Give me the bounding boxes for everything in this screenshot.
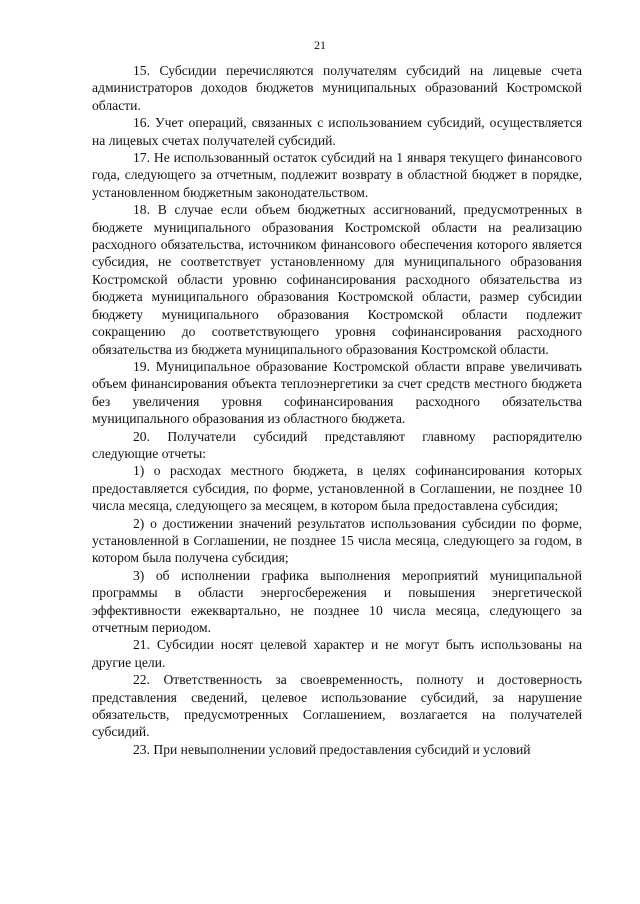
paragraph-20-item-1: 1) о расходах местного бюджета, в целях софинансирования которых предоставляется субсидия, по форме, установленной в Соглашении, не позднее 10 числа месяца, следующего за месяцем, в котором была предоставлена субсидия; (92, 463, 582, 514)
page-number: 21 (314, 38, 326, 52)
paragraph-20-item-2: 2) о достижении значений результатов использования субсидии по форме, установленной в Соглашении, не позднее 15 числа месяца, следующего за годом, в котором была получена субсидия; (92, 515, 582, 566)
paragraph-22: 22. Ответственность за своевременность, полноту и достоверность представления сведений, целевое использование субсидий, за нарушение обязательств, предусмотренных Соглашением, возлагается на получателей субсидий. (92, 672, 582, 740)
paragraph-20: 20. Получатели субсидий представляют главному распорядителю следующие отчеты: (92, 428, 582, 461)
paragraph-16: 16. Учет операций, связанных с использованием субсидий, осуществляется на лицевых счетах получателей субсидий. (92, 115, 582, 148)
paragraph-17: 17. Не использованный остаток субсидий на 1 января текущего финансового года, следующего за отчетным, подлежит возврату в областной бюджет в порядке, установленном бюджетным законодательством. (92, 150, 582, 200)
paragraph-23: 23. При невыполнении условий предоставления субсидий и условий (133, 741, 531, 757)
paragraph-15: 15. Субсидии перечисляются получателям субсидий на лицевые счета администраторов доходов бюджетов муниципальных образований Костромской области. (92, 63, 582, 113)
paragraph-19: 19. Муниципальное образование Костромской области вправе увеличивать объем финансирования объекта теплоэнергетики за счет средств местного бюджета без увеличения уровня софинансирования расходного обязательства муниципального образования из областного бюджета. (92, 358, 582, 427)
paragraph-18: 18. В случае если объем бюджетных ассигнований, предусмотренных в бюджете муниципального образования Костромской области на реализацию расходного обязательства, источником финансового обеспечения которого является субсидия, не соответствует установленному для муниципального образования Костромской области уровню софинансирования расходного обязательства из бюджета муниципального образования Костромской области, размер субсидии бюджету муниципального образования Костромской области подлежит сокращению до соответствующего уровня софинансирования расходного обязательства из бюджета муниципального образования Костромской области. (92, 202, 582, 357)
paragraph-20-item-3: 3) об исполнении графика выполнения мероприятий муниципальной программы в области энергосбережения и повышения энергетической эффективности ежеквартально, не позднее 10 числа месяца, следующего за отчетным периодом. (92, 567, 582, 635)
paragraph-21: 21. Субсидии носят целевой характер и не могут быть использованы на другие цели. (92, 637, 582, 670)
document-body (92, 62, 582, 758)
